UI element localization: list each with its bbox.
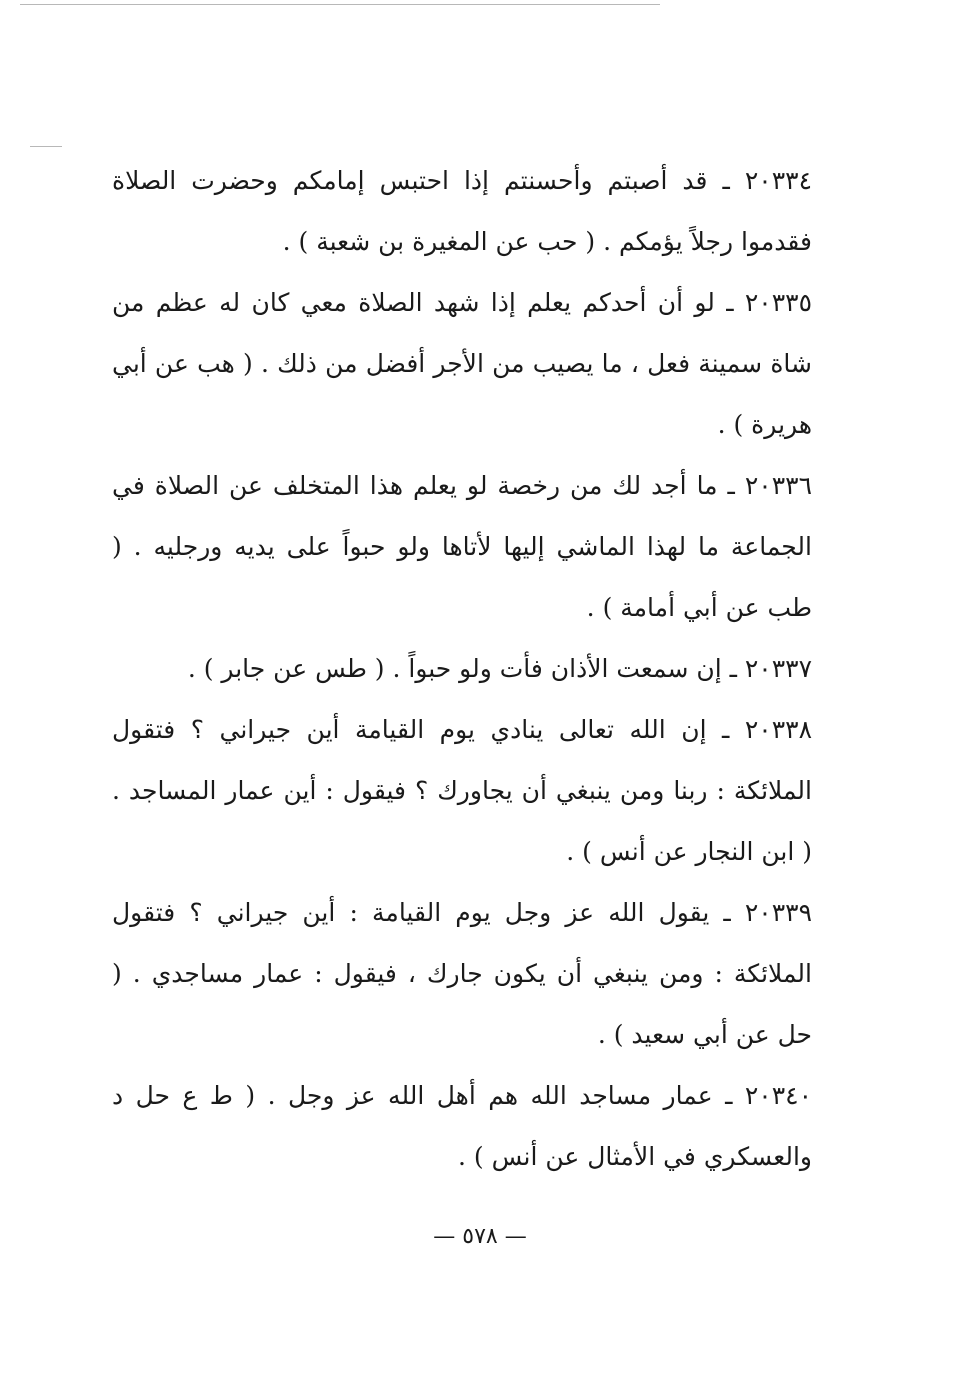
hadith-text: عمار مساجد الله هم أهل الله عز وجل . ( ط ع حل د والعسكري في الأمثال عن أنس ) .: [112, 1081, 812, 1171]
scan-line-top: [20, 4, 660, 5]
hadith-separator: ـ: [706, 715, 745, 744]
hadith-number: ٢٠٣٣٦: [744, 471, 812, 500]
hadith-text: إن الله تعالى ينادي يوم القيامة أين جيراني ؟ فتقول الملائكة : ربنا ومن ينبغي أن يجاورك ؟ فيقول : أين عمار المساجد . ( ابن النجار عن أنس ) .: [112, 715, 812, 866]
hadith-separator: ـ: [714, 288, 745, 317]
hadith-number: ٢٠٣٣٥: [744, 288, 813, 317]
hadith-text: يقول الله عز وجل يوم القيامة : أين جيراني ؟ فتقول الملائكة : ومن ينبغي أن يكون جارك ، فيقول : عمار مساجدي . ( حل عن أبي سعيد ) .: [112, 898, 812, 1049]
hadith-text: ما أجد لك من رخصة لو يعلم هذا المتخلف عن الصلاة في الجماعة ما لهذا الماشي إليها لأتاها ولو حبواً على يديه ورجليه . ( طب عن أبي أمامة ) .: [112, 471, 812, 622]
hadith-text: إن سمعت الأذان فأت ولو حبواً . ( طس عن جابر ) .: [187, 654, 722, 683]
page-body: [112, 150, 812, 1187]
hadith-number: ٢٠٣٣٩: [744, 898, 813, 927]
hadith-20336: [112, 455, 812, 638]
hadith-20339: [112, 882, 812, 1065]
hadith-number: ٢٠٣٣٧: [744, 654, 812, 683]
hadith-number: ٢٠٣٤٠: [744, 1081, 812, 1110]
hadith-20335: [112, 272, 812, 455]
hadith-separator: ـ: [717, 471, 745, 500]
hadith-separator: ـ: [721, 654, 745, 683]
hadith-20337: [112, 638, 812, 699]
hadith-separator: ـ: [709, 898, 745, 927]
hadith-separator: ـ: [712, 1081, 745, 1110]
hadith-separator: ـ: [707, 166, 745, 195]
hadith-20340: [112, 1065, 812, 1187]
hadith-20338: [112, 699, 812, 882]
hadith-text: قد أصبتم وأحسنتم إذا احتبس إمامكم وحضرت الصلاة فقدموا رجلاً يؤمكم . ( حب عن المغيرة بن شعبة ) .: [112, 166, 812, 256]
hadith-number: ٢٠٣٣٨: [744, 715, 812, 744]
scan-line-left: [30, 146, 62, 147]
hadith-number: ٢٠٣٣٤: [744, 166, 812, 195]
page-number: — ٥٧٨ —: [433, 1224, 527, 1249]
hadith-20334: [112, 150, 812, 272]
hadith-text: لو أن أحدكم يعلم إذا شهد الصلاة معي كان له عظم من شاة سمينة فعل ، ما يصيب من الأجر أفضل من ذلك . ( هب عن أبي هريرة ) .: [112, 288, 812, 439]
